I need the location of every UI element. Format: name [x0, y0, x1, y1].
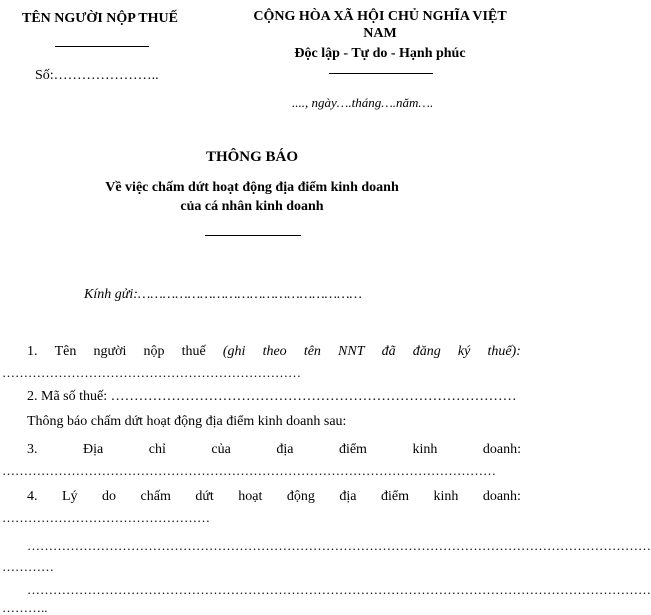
item4-word: do	[102, 489, 117, 504]
item1-note-word: ký	[457, 344, 471, 359]
item1-word: thuế	[181, 344, 206, 359]
national-motto: Độc lập - Tự do - Hạnh phúc	[294, 46, 466, 61]
item4-reason-row	[27, 490, 521, 504]
motto-underline	[329, 73, 433, 74]
item4-word: doanh:	[482, 489, 521, 504]
item3-fill-dots: ……………………………………………………………………………………………………	[2, 463, 496, 478]
item4-word: 4.	[27, 489, 38, 504]
item2-tax-code: 2. Mã số thuế: ……………………………………………………………………………	[27, 389, 517, 404]
item1-word: người	[93, 344, 127, 359]
item3-address-row	[27, 443, 521, 457]
item3-word: 3.	[27, 442, 38, 457]
item1-note-word: tên	[303, 344, 321, 359]
reason-dots-line2: ………………………………………………………………………………………………………………………………	[27, 582, 651, 597]
item1-note-word: đã	[381, 344, 396, 359]
item4-word: Lý	[61, 489, 78, 504]
item3-word: chỉ	[148, 442, 166, 457]
item1-word: Tên	[54, 344, 77, 359]
item3-word: Địa	[83, 442, 104, 457]
taxpayer-name-heading: TÊN NGƯỜI NỘP THUẾ	[22, 11, 178, 26]
left-heading-underline	[55, 46, 149, 47]
title-underline	[205, 235, 301, 236]
notice-subtitle-line2: của cá nhân kinh doanh	[180, 199, 324, 214]
reason-dots-line2-tail: ………..	[2, 600, 48, 615]
notice-title: THÔNG BÁO	[205, 149, 299, 165]
item4-word: địa	[339, 489, 357, 504]
national-title-line2: NAM	[363, 26, 397, 41]
item4-word: dứt	[195, 489, 214, 504]
item3-word: doanh:	[482, 442, 521, 457]
item3-word: kinh	[412, 442, 438, 457]
notice-subtitle-line1: Về việc chấm dứt hoạt động địa điểm kinh doanh	[105, 180, 399, 195]
item4-word: chấm	[140, 489, 171, 504]
item1-note-word: thuế):	[487, 344, 521, 359]
item4-word: động	[286, 489, 315, 504]
item1-word: 1.	[27, 344, 38, 359]
reason-dots-line1-tail: …………	[2, 559, 54, 574]
recipient-line: Kính gửi:………………………………………………	[84, 287, 362, 302]
item1-note-word: NNT	[338, 344, 365, 359]
date-line: ...., ngày….tháng….năm….	[292, 95, 434, 110]
national-title-line1: CỘNG HÒA XÃ HỘI CHỦ NGHĨA VIỆT	[253, 9, 507, 24]
item4-word: điểm	[380, 489, 409, 504]
item1-word: nộp	[143, 344, 165, 359]
item1-note-word: (ghi	[222, 344, 246, 359]
item4-word: kinh	[433, 489, 459, 504]
item4-fill-dots: …………………………………………	[2, 510, 210, 525]
item1-taxpayer-name-row	[27, 345, 521, 359]
document-number-field: Số:…………………..	[35, 68, 159, 83]
termination-intro: Thông báo chấm dứt hoạt động địa điểm kinh doanh sau:	[27, 414, 347, 429]
item1-note-word: đăng	[412, 344, 441, 359]
item1-fill-dots: ……………………………………………………………	[2, 365, 301, 380]
item3-word: của	[211, 442, 231, 457]
item4-word: hoạt	[238, 489, 263, 504]
item3-word: điểm	[338, 442, 367, 457]
item1-note-word: theo	[262, 344, 287, 359]
reason-dots-line1: ………………………………………………………………………………………………………………………………	[27, 538, 651, 553]
item3-word: địa	[276, 442, 294, 457]
